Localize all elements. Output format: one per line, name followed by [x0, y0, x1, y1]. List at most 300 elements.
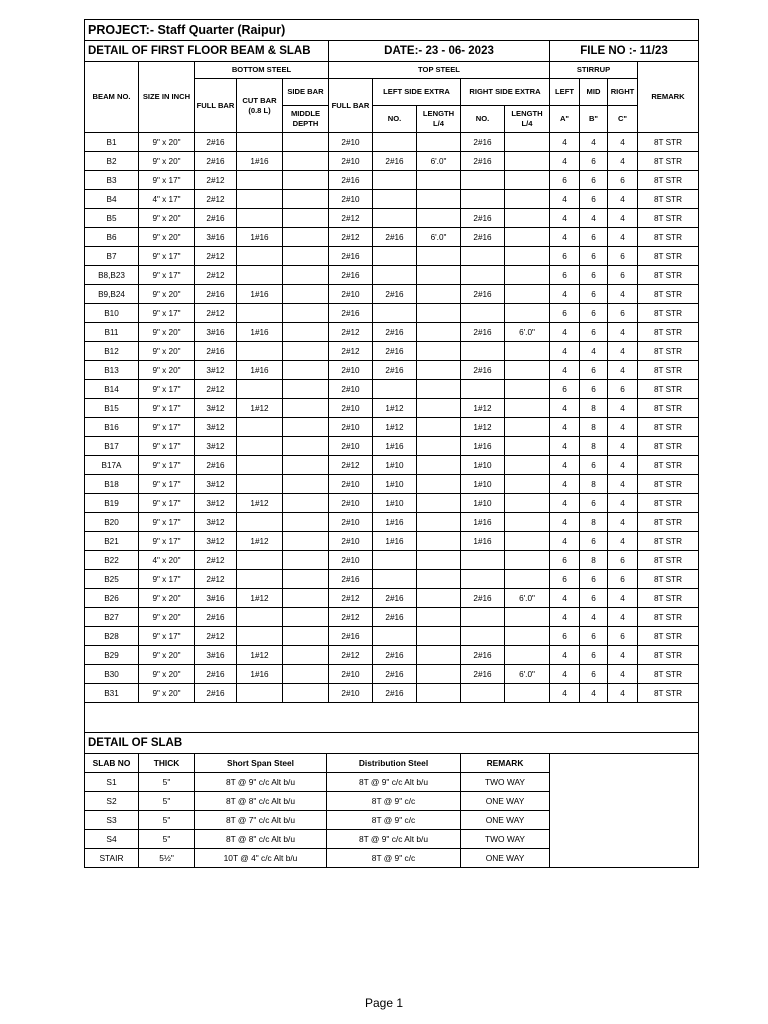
cell-left-extra-no: 1#12	[373, 399, 417, 418]
cell-bottom-full-bar: 3#12	[195, 513, 237, 532]
cell-size: 9" x 17"	[139, 399, 195, 418]
cell-left-extra-no	[373, 627, 417, 646]
cell-side-bar	[283, 684, 329, 703]
cell-remark: 8T STR	[638, 456, 699, 475]
cell-left-extra-length	[417, 646, 461, 665]
cell-beam-no: B21	[85, 532, 139, 551]
cell-left-extra-no: 2#16	[373, 152, 417, 171]
cell-bottom-full-bar: 2#12	[195, 304, 237, 323]
cell-stirrup-right: 4	[608, 456, 638, 475]
cell-stirrup-left: 4	[550, 494, 580, 513]
cell-cut-bar: 1#12	[237, 646, 283, 665]
cell-bottom-full-bar: 2#16	[195, 456, 237, 475]
cell-remark: 8T STR	[638, 532, 699, 551]
cell-right-extra-no: 2#16	[461, 589, 505, 608]
header-cut-bar: CUT BAR (0.8 L)	[237, 79, 283, 133]
cell-stirrup-right: 4	[608, 665, 638, 684]
cell-size: 9" x 17"	[139, 304, 195, 323]
cell-side-bar	[283, 304, 329, 323]
cell-side-bar	[283, 551, 329, 570]
cell-stirrup-left: 4	[550, 532, 580, 551]
cell-beam-no: B7	[85, 247, 139, 266]
cell-remark: 8T STR	[638, 684, 699, 703]
cell-left-extra-no: 2#16	[373, 323, 417, 342]
cell-stirrup-left: 4	[550, 684, 580, 703]
cell-size: 9" x 17"	[139, 627, 195, 646]
slab-header-distribution: Distribution Steel	[327, 754, 461, 773]
cell-left-extra-no: 2#16	[373, 684, 417, 703]
slab-cell-short-span-steel: 10T @ 4" c/c Alt b/u	[195, 849, 327, 868]
cell-right-extra-length	[505, 627, 550, 646]
cell-side-bar	[283, 418, 329, 437]
table-row	[85, 608, 699, 627]
table-row	[85, 646, 699, 665]
cell-size: 9" x 20"	[139, 342, 195, 361]
cell-beam-no: B12	[85, 342, 139, 361]
cell-size: 9" x 20"	[139, 608, 195, 627]
cell-remark: 8T STR	[638, 570, 699, 589]
cell-top-full-bar: 2#10	[329, 437, 373, 456]
cell-left-extra-length	[417, 304, 461, 323]
cell-beam-no: B1	[85, 133, 139, 152]
project-title: PROJECT:- Staff Quarter (Raipur)	[85, 20, 699, 41]
cell-size: 9" x 17"	[139, 513, 195, 532]
table-row	[85, 209, 699, 228]
cell-right-extra-no	[461, 304, 505, 323]
cell-top-full-bar: 2#16	[329, 304, 373, 323]
header-size: SIZE IN INCH	[139, 62, 195, 133]
cell-stirrup-left: 6	[550, 627, 580, 646]
cell-right-extra-no: 1#10	[461, 456, 505, 475]
cell-cut-bar: 1#16	[237, 323, 283, 342]
cell-side-bar	[283, 152, 329, 171]
cell-stirrup-right: 4	[608, 190, 638, 209]
cell-left-extra-no: 1#10	[373, 475, 417, 494]
cell-size: 9" x 17"	[139, 456, 195, 475]
cell-bottom-full-bar: 2#16	[195, 608, 237, 627]
cell-stirrup-right: 4	[608, 513, 638, 532]
cell-stirrup-left: 4	[550, 228, 580, 247]
cell-side-bar	[283, 456, 329, 475]
cell-remark: 8T STR	[638, 228, 699, 247]
cell-size: 9" x 17"	[139, 475, 195, 494]
cell-cut-bar	[237, 475, 283, 494]
cell-stirrup-mid: 8	[580, 418, 608, 437]
cell-side-bar	[283, 589, 329, 608]
cell-remark: 8T STR	[638, 399, 699, 418]
table-row	[85, 532, 699, 551]
table-row	[85, 361, 699, 380]
cell-beam-no: B17	[85, 437, 139, 456]
cell-left-extra-length	[417, 570, 461, 589]
cell-stirrup-mid: 8	[580, 399, 608, 418]
cell-size: 9" x 17"	[139, 494, 195, 513]
cell-remark: 8T STR	[638, 627, 699, 646]
table-row	[85, 171, 699, 190]
cell-cut-bar	[237, 247, 283, 266]
header-bottom-steel: BOTTOM STEEL	[195, 62, 329, 79]
header-side-bar: SIDE BAR	[283, 79, 329, 106]
table-row	[85, 342, 699, 361]
cell-stirrup-left: 4	[550, 608, 580, 627]
cell-right-extra-length	[505, 190, 550, 209]
cell-side-bar	[283, 228, 329, 247]
cell-cut-bar	[237, 171, 283, 190]
cell-cut-bar	[237, 304, 283, 323]
cell-stirrup-mid: 6	[580, 665, 608, 684]
table-row	[85, 513, 699, 532]
cell-cut-bar: 1#16	[237, 285, 283, 304]
cell-stirrup-left: 6	[550, 247, 580, 266]
slab-header-short-span: Short Span Steel	[195, 754, 327, 773]
cell-side-bar	[283, 475, 329, 494]
cell-top-full-bar: 2#10	[329, 665, 373, 684]
cell-left-extra-length	[417, 399, 461, 418]
cell-left-extra-length	[417, 171, 461, 190]
cell-right-extra-length	[505, 608, 550, 627]
table-row	[85, 190, 699, 209]
cell-remark: 8T STR	[638, 209, 699, 228]
cell-cut-bar	[237, 437, 283, 456]
cell-stirrup-right: 4	[608, 323, 638, 342]
cell-stirrup-right: 4	[608, 399, 638, 418]
cell-right-extra-no	[461, 247, 505, 266]
cell-right-extra-length	[505, 684, 550, 703]
cell-size: 4" x 17"	[139, 190, 195, 209]
cell-left-extra-length	[417, 532, 461, 551]
cell-side-bar	[283, 133, 329, 152]
cell-right-extra-no: 2#16	[461, 323, 505, 342]
cell-right-extra-length	[505, 570, 550, 589]
cell-beam-no: B13	[85, 361, 139, 380]
slab-cell-distribution-steel: 8T @ 9" c/c	[327, 849, 461, 868]
slab-cell-slab-no: S2	[85, 792, 139, 811]
slab-cell-slab-no: S1	[85, 773, 139, 792]
cell-right-extra-no	[461, 684, 505, 703]
cell-cut-bar	[237, 551, 283, 570]
cell-size: 9" x 20"	[139, 684, 195, 703]
table-row	[85, 551, 699, 570]
cell-left-extra-length	[417, 133, 461, 152]
cell-top-full-bar: 2#16	[329, 171, 373, 190]
cell-left-extra-length	[417, 342, 461, 361]
cell-left-extra-length	[417, 456, 461, 475]
cell-size: 9" x 17"	[139, 570, 195, 589]
cell-right-extra-length	[505, 437, 550, 456]
header-left-length: LENGTH L/4	[417, 106, 461, 133]
cell-stirrup-left: 4	[550, 323, 580, 342]
cell-stirrup-left: 4	[550, 361, 580, 380]
cell-top-full-bar: 2#10	[329, 684, 373, 703]
cell-top-full-bar: 2#10	[329, 285, 373, 304]
header-stirrup-b: B"	[580, 106, 608, 133]
cell-beam-no: B16	[85, 418, 139, 437]
cell-stirrup-right: 4	[608, 228, 638, 247]
cell-cut-bar	[237, 380, 283, 399]
cell-top-full-bar: 2#16	[329, 570, 373, 589]
cell-left-extra-length	[417, 190, 461, 209]
slab-cell-short-span-steel: 8T @ 9" c/c Alt b/u	[195, 773, 327, 792]
slab-cell-distribution-steel: 8T @ 9" c/c	[327, 792, 461, 811]
cell-top-full-bar: 2#12	[329, 589, 373, 608]
cell-stirrup-left: 6	[550, 304, 580, 323]
cell-top-full-bar: 2#12	[329, 209, 373, 228]
cell-cut-bar: 1#16	[237, 665, 283, 684]
cell-side-bar	[283, 209, 329, 228]
header-top-steel: TOP STEEL	[329, 62, 550, 79]
cell-right-extra-no	[461, 627, 505, 646]
cell-left-extra-no: 1#12	[373, 418, 417, 437]
cell-remark: 8T STR	[638, 266, 699, 285]
cell-stirrup-right: 4	[608, 684, 638, 703]
schedule-sheet	[84, 19, 698, 868]
cell-right-extra-length	[505, 551, 550, 570]
cell-beam-no: B29	[85, 646, 139, 665]
slab-cell-remark: ONE WAY	[461, 849, 550, 868]
slab-cell-remark: ONE WAY	[461, 811, 550, 830]
cell-right-extra-length: 6'.0"	[505, 323, 550, 342]
cell-right-extra-no: 2#16	[461, 285, 505, 304]
cell-cut-bar	[237, 133, 283, 152]
cell-beam-no: B14	[85, 380, 139, 399]
cell-remark: 8T STR	[638, 190, 699, 209]
cell-stirrup-mid: 4	[580, 133, 608, 152]
cell-stirrup-right: 4	[608, 475, 638, 494]
slab-cell-slab-no: S3	[85, 811, 139, 830]
cell-left-extra-length	[417, 209, 461, 228]
cell-top-full-bar: 2#10	[329, 513, 373, 532]
cell-size: 9" x 17"	[139, 532, 195, 551]
cell-stirrup-mid: 6	[580, 171, 608, 190]
slab-cell-remark: TWO WAY	[461, 830, 550, 849]
cell-stirrup-right: 4	[608, 494, 638, 513]
cell-right-extra-length	[505, 456, 550, 475]
cell-right-extra-length	[505, 399, 550, 418]
cell-right-extra-no: 1#12	[461, 418, 505, 437]
cell-right-extra-length: 6'.0"	[505, 589, 550, 608]
cell-right-extra-no: 2#16	[461, 646, 505, 665]
cell-left-extra-length	[417, 627, 461, 646]
cell-right-extra-length	[505, 247, 550, 266]
slab-cell-short-span-steel: 8T @ 7" c/c Alt b/u	[195, 811, 327, 830]
cell-right-extra-no	[461, 608, 505, 627]
table-row	[85, 323, 699, 342]
cell-left-extra-no	[373, 190, 417, 209]
cell-side-bar	[283, 665, 329, 684]
cell-side-bar	[283, 627, 329, 646]
header-full-bar-bottom: FULL BAR	[195, 79, 237, 133]
cell-left-extra-length	[417, 380, 461, 399]
slab-cell-thick: 5"	[139, 830, 195, 849]
cell-side-bar	[283, 361, 329, 380]
cell-stirrup-mid: 8	[580, 475, 608, 494]
table-row	[85, 152, 699, 171]
table-row	[85, 418, 699, 437]
cell-bottom-full-bar: 2#12	[195, 190, 237, 209]
cell-stirrup-mid: 4	[580, 608, 608, 627]
slab-cell-thick: 5"	[139, 811, 195, 830]
cell-right-extra-no: 1#16	[461, 532, 505, 551]
cell-beam-no: B17A	[85, 456, 139, 475]
cell-right-extra-length	[505, 266, 550, 285]
cell-cut-bar: 1#12	[237, 494, 283, 513]
cell-top-full-bar: 2#10	[329, 133, 373, 152]
cell-stirrup-mid: 8	[580, 437, 608, 456]
cell-remark: 8T STR	[638, 304, 699, 323]
cell-stirrup-mid: 4	[580, 684, 608, 703]
cell-left-extra-no	[373, 171, 417, 190]
table-row	[85, 494, 699, 513]
cell-right-extra-length	[505, 209, 550, 228]
slab-cell-thick: 5½"	[139, 849, 195, 868]
cell-top-full-bar: 2#12	[329, 323, 373, 342]
cell-bottom-full-bar: 3#16	[195, 589, 237, 608]
cell-bottom-full-bar: 3#12	[195, 361, 237, 380]
cell-right-extra-no	[461, 266, 505, 285]
cell-left-extra-no: 1#10	[373, 494, 417, 513]
slab-cell-short-span-steel: 8T @ 8" c/c Alt b/u	[195, 792, 327, 811]
cell-stirrup-mid: 6	[580, 570, 608, 589]
cell-stirrup-left: 6	[550, 551, 580, 570]
cell-remark: 8T STR	[638, 171, 699, 190]
cell-top-full-bar: 2#12	[329, 646, 373, 665]
table-row	[85, 133, 699, 152]
header-full-bar-top: FULL BAR	[329, 79, 373, 133]
cell-stirrup-mid: 6	[580, 494, 608, 513]
header-beam-no: BEAM NO.	[85, 62, 139, 133]
cell-side-bar	[283, 494, 329, 513]
cell-left-extra-length	[417, 589, 461, 608]
cell-size: 9" x 17"	[139, 380, 195, 399]
cell-top-full-bar: 2#16	[329, 627, 373, 646]
cell-bottom-full-bar: 2#16	[195, 684, 237, 703]
cell-right-extra-length	[505, 285, 550, 304]
detail-title: DETAIL OF FIRST FLOOR BEAM & SLAB	[85, 41, 329, 62]
cell-beam-no: B25	[85, 570, 139, 589]
cell-remark: 8T STR	[638, 152, 699, 171]
cell-bottom-full-bar: 3#16	[195, 323, 237, 342]
cell-left-extra-length: 6'.0"	[417, 228, 461, 247]
cell-top-full-bar: 2#10	[329, 152, 373, 171]
cell-right-extra-no: 1#12	[461, 399, 505, 418]
cell-left-extra-no: 2#16	[373, 608, 417, 627]
cell-beam-no: B11	[85, 323, 139, 342]
cell-top-full-bar: 2#10	[329, 532, 373, 551]
cell-stirrup-mid: 6	[580, 152, 608, 171]
slab-header-thick: THICK	[139, 754, 195, 773]
slab-cell-distribution-steel: 8T @ 9" c/c	[327, 811, 461, 830]
cell-side-bar	[283, 342, 329, 361]
cell-beam-no: B27	[85, 608, 139, 627]
cell-size: 9" x 20"	[139, 228, 195, 247]
cell-right-extra-no	[461, 380, 505, 399]
cell-remark: 8T STR	[638, 285, 699, 304]
cell-size: 9" x 17"	[139, 171, 195, 190]
cell-cut-bar	[237, 570, 283, 589]
table-row	[85, 456, 699, 475]
cell-bottom-full-bar: 2#12	[195, 266, 237, 285]
cell-stirrup-left: 6	[550, 570, 580, 589]
cell-stirrup-mid: 6	[580, 589, 608, 608]
cell-bottom-full-bar: 3#12	[195, 475, 237, 494]
cell-remark: 8T STR	[638, 665, 699, 684]
cell-cut-bar	[237, 266, 283, 285]
cell-beam-no: B2	[85, 152, 139, 171]
table-row	[85, 589, 699, 608]
cell-left-extra-no: 2#16	[373, 589, 417, 608]
cell-stirrup-left: 6	[550, 266, 580, 285]
cell-left-extra-no	[373, 266, 417, 285]
cell-right-extra-length	[505, 228, 550, 247]
cell-cut-bar: 1#16	[237, 152, 283, 171]
cell-bottom-full-bar: 2#16	[195, 133, 237, 152]
cell-size: 4" x 20"	[139, 551, 195, 570]
cell-side-bar	[283, 323, 329, 342]
cell-stirrup-left: 4	[550, 589, 580, 608]
cell-stirrup-mid: 6	[580, 532, 608, 551]
cell-stirrup-right: 6	[608, 551, 638, 570]
cell-right-extra-no	[461, 570, 505, 589]
cell-cut-bar: 1#12	[237, 399, 283, 418]
cell-top-full-bar: 2#12	[329, 608, 373, 627]
cell-stirrup-left: 4	[550, 152, 580, 171]
cell-top-full-bar: 2#10	[329, 190, 373, 209]
cell-right-extra-no: 1#16	[461, 437, 505, 456]
cell-side-bar	[283, 399, 329, 418]
cell-size: 9" x 17"	[139, 418, 195, 437]
cell-side-bar	[283, 171, 329, 190]
cell-right-extra-length	[505, 418, 550, 437]
cell-stirrup-mid: 6	[580, 266, 608, 285]
cell-size: 9" x 17"	[139, 437, 195, 456]
cell-side-bar	[283, 285, 329, 304]
header-remark: REMARK	[638, 62, 699, 133]
cell-left-extra-no: 2#16	[373, 646, 417, 665]
cell-cut-bar	[237, 418, 283, 437]
cell-remark: 8T STR	[638, 475, 699, 494]
cell-right-extra-no	[461, 171, 505, 190]
table-row	[85, 266, 699, 285]
slab-cell-distribution-steel: 8T @ 9" c/c Alt b/u	[327, 830, 461, 849]
header-stirrup-mid: MID	[580, 79, 608, 106]
cell-right-extra-length	[505, 646, 550, 665]
cell-size: 9" x 17"	[139, 266, 195, 285]
cell-stirrup-mid: 6	[580, 456, 608, 475]
cell-top-full-bar: 2#12	[329, 342, 373, 361]
cell-left-extra-no	[373, 570, 417, 589]
cell-side-bar	[283, 646, 329, 665]
cell-remark: 8T STR	[638, 133, 699, 152]
table-row	[85, 570, 699, 589]
cell-right-extra-no	[461, 190, 505, 209]
cell-stirrup-mid: 4	[580, 209, 608, 228]
cell-stirrup-left: 6	[550, 171, 580, 190]
cell-left-extra-no: 2#16	[373, 342, 417, 361]
cell-side-bar	[283, 570, 329, 589]
header-stirrup-a: A"	[550, 106, 580, 133]
cell-right-extra-length	[505, 532, 550, 551]
cell-left-extra-length	[417, 285, 461, 304]
cell-left-extra-length	[417, 513, 461, 532]
cell-stirrup-right: 4	[608, 608, 638, 627]
cell-bottom-full-bar: 3#12	[195, 532, 237, 551]
cell-remark: 8T STR	[638, 589, 699, 608]
cell-stirrup-left: 4	[550, 399, 580, 418]
table-row	[85, 399, 699, 418]
cell-bottom-full-bar: 3#12	[195, 494, 237, 513]
cell-top-full-bar: 2#10	[329, 418, 373, 437]
cell-stirrup-right: 6	[608, 627, 638, 646]
